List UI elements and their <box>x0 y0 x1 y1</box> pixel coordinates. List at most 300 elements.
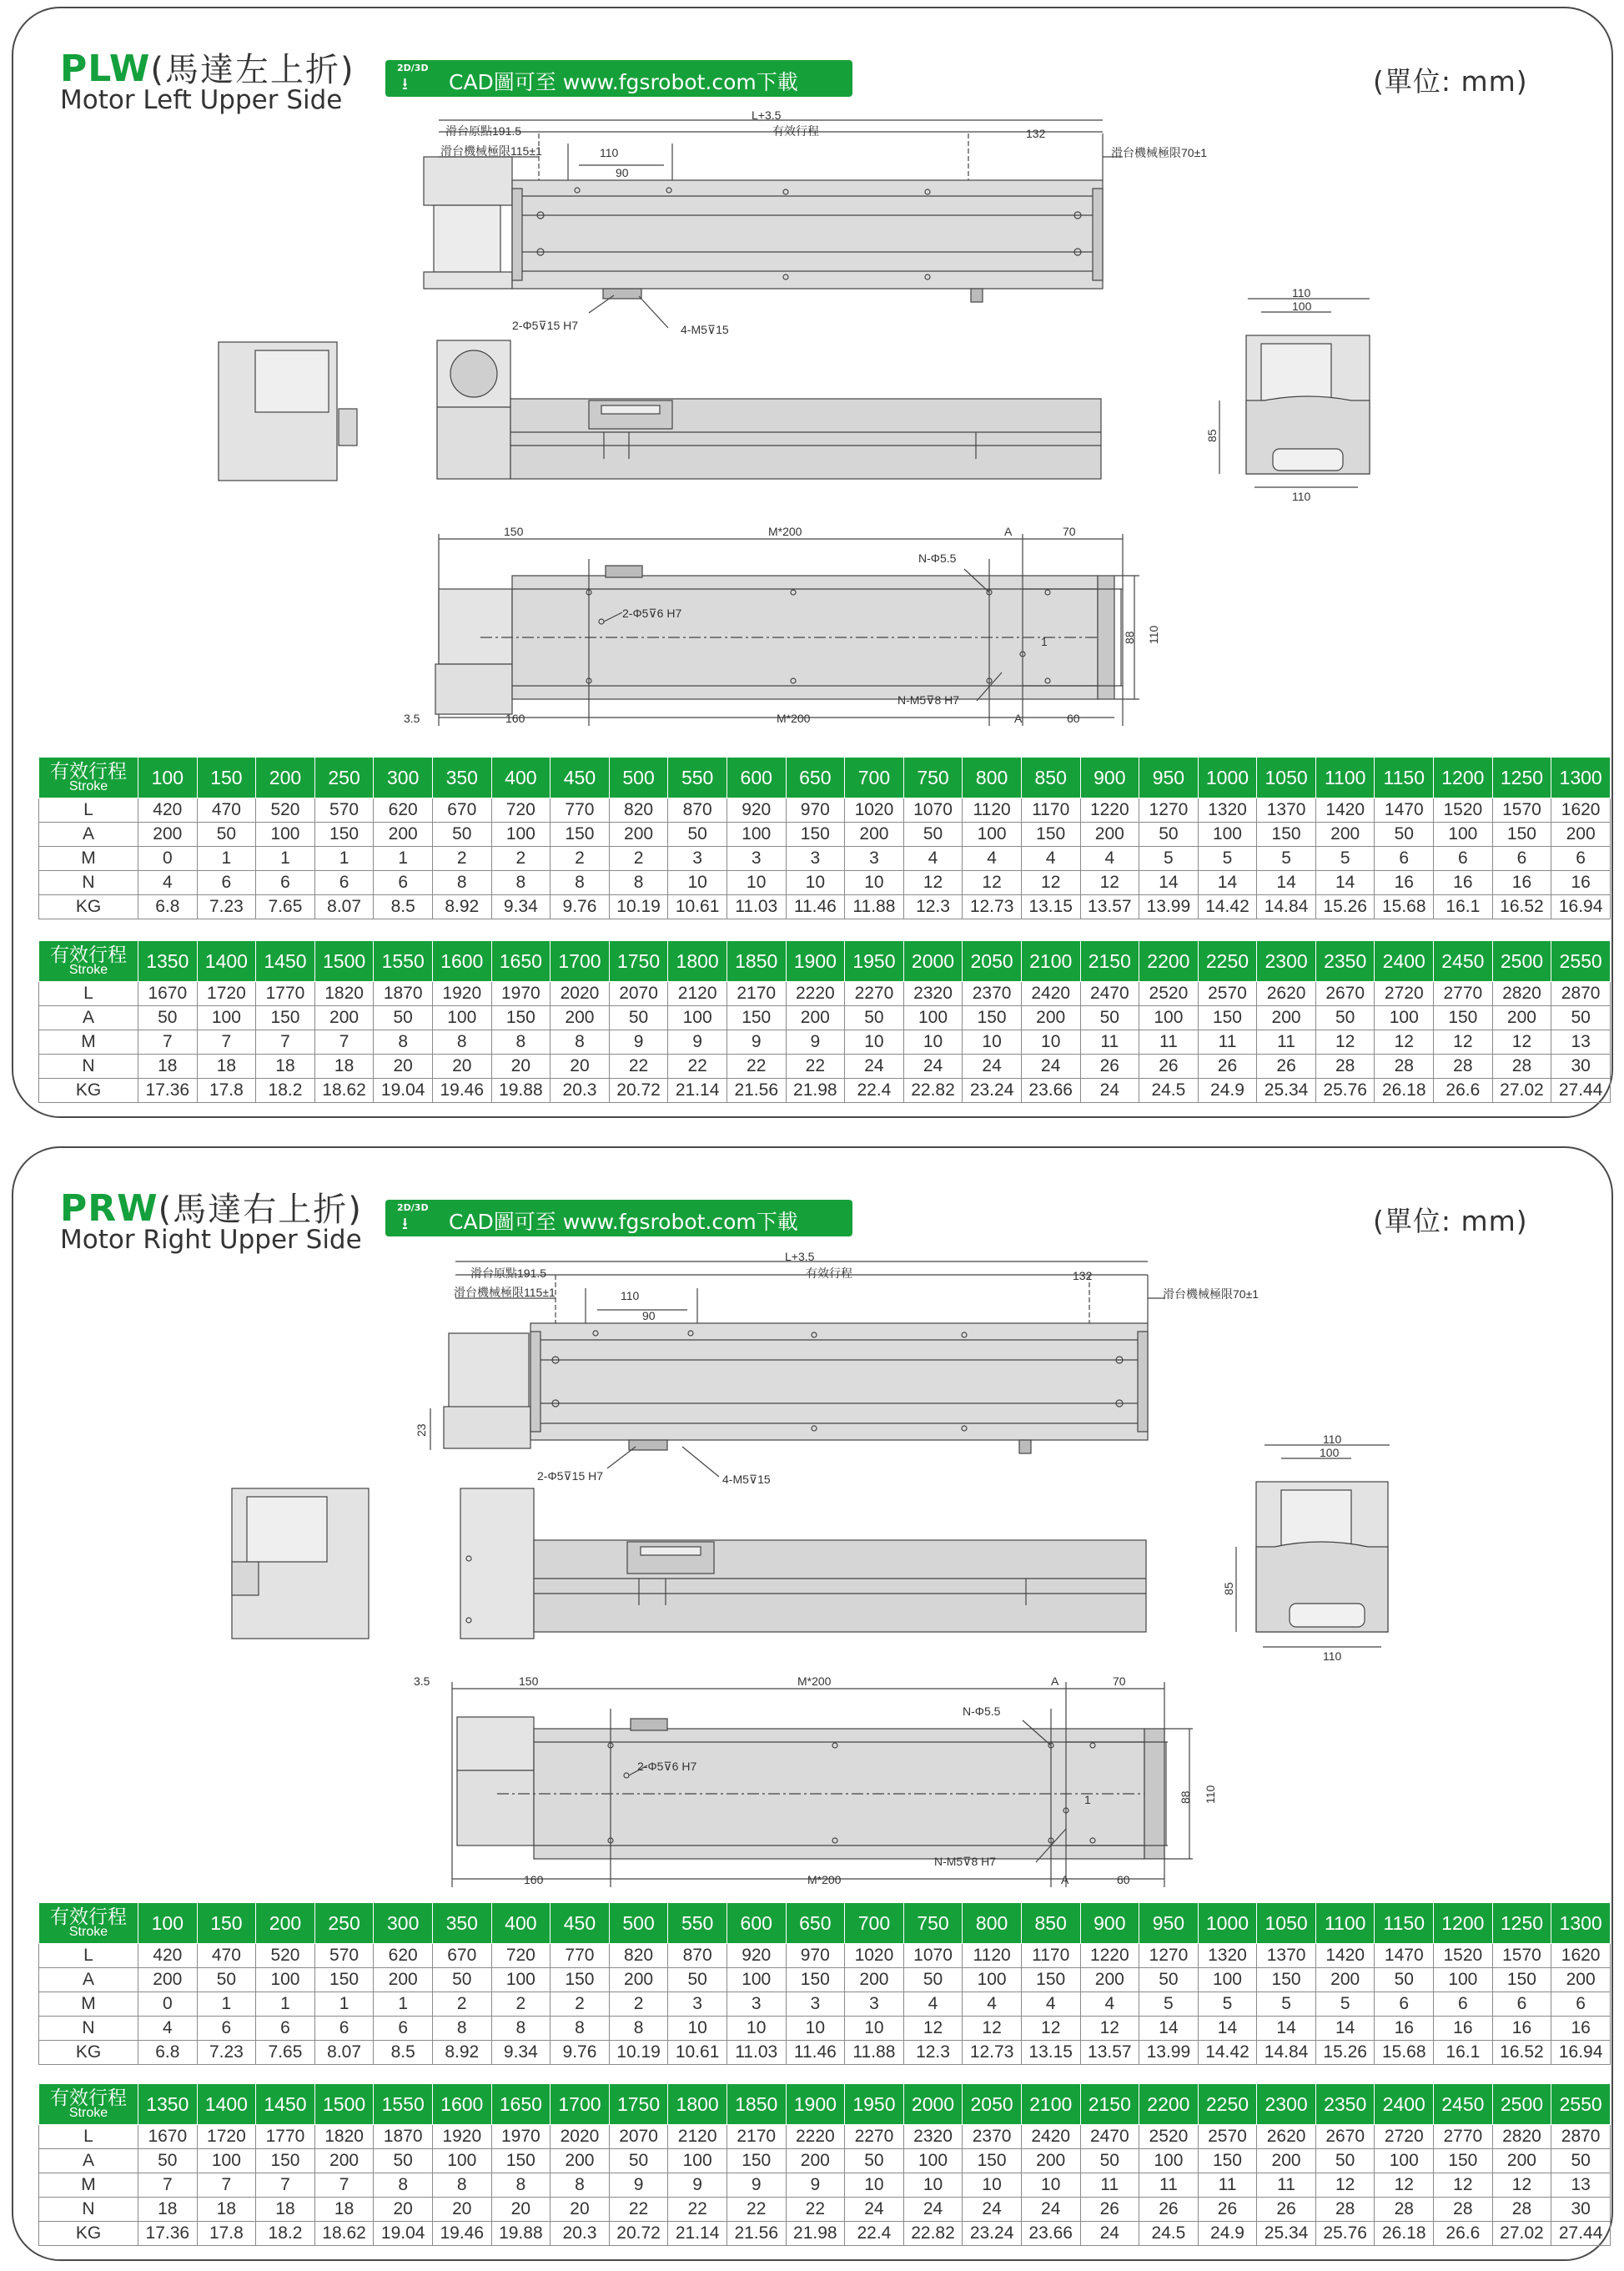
table-cell: 4 <box>1080 847 1139 871</box>
table-cell: 100 <box>256 823 315 847</box>
model-code: PRW <box>60 1187 158 1230</box>
cad-badge: 2D/3D <box>397 63 429 73</box>
dim-bm200: M*200 <box>797 1674 832 1688</box>
table-cell: 8 <box>432 2173 491 2198</box>
table-cell: 16.52 <box>1492 895 1551 919</box>
table-cell: 1600 <box>432 2084 491 2125</box>
table-cell: L <box>39 2125 138 2149</box>
table-cell: 4 <box>903 1992 963 2017</box>
plw-section <box>12 7 1613 1118</box>
table-cell: 200 <box>609 823 668 847</box>
table-cell: 1450 <box>256 2084 315 2125</box>
prw-drawings <box>13 1148 1611 1899</box>
table-cell: 28 <box>1492 2198 1551 2222</box>
table-cell: 12 <box>1492 2173 1551 2198</box>
table-cell: 1700 <box>551 941 610 982</box>
table-cell: 2070 <box>609 2125 668 2149</box>
table-cell: 21.14 <box>668 2222 727 2246</box>
table-cell: 15.68 <box>1375 2041 1434 2065</box>
bottom-view <box>452 1682 1193 1887</box>
table-cell: 150 <box>1021 823 1080 847</box>
table-row <box>39 1079 1611 1103</box>
table-cell: 1850 <box>727 2084 786 2125</box>
table-cell: 5 <box>1315 847 1375 871</box>
table-cell: 18.2 <box>256 2222 315 2246</box>
table-cell: 1200 <box>1434 758 1493 798</box>
table-cell: 14 <box>1315 2017 1375 2041</box>
table-cell: 11.03 <box>727 2041 786 2065</box>
table-cell: 22.4 <box>845 1079 904 1103</box>
table-cell: 16.52 <box>1492 2041 1551 2065</box>
table-cell: 12 <box>1080 2017 1139 2041</box>
table-cell: 3 <box>727 847 786 871</box>
table-cell: 16.94 <box>1551 895 1611 919</box>
table-cell: 19.46 <box>432 2222 491 2246</box>
table-cell: 2470 <box>1080 2125 1139 2149</box>
table-cell: 8 <box>551 871 610 895</box>
table-cell: 1050 <box>1257 758 1316 798</box>
table-cell: 10 <box>727 2017 786 2041</box>
table-cell: 400 <box>491 1903 551 1944</box>
table-cell: 1270 <box>1139 1944 1199 1968</box>
table-cell: 770 <box>551 1944 610 1968</box>
table-cell: 1470 <box>1375 1944 1434 1968</box>
table-cell: 8 <box>551 2017 610 2041</box>
dim-bm200: M*200 <box>768 525 802 538</box>
table-cell: 20 <box>551 2198 610 2222</box>
table-cell: 10 <box>786 871 845 895</box>
table-cell: L <box>39 1944 138 1968</box>
table-cell: 920 <box>727 1944 786 1968</box>
table-cell: 18.62 <box>314 1079 374 1103</box>
table-cell: 1950 <box>845 941 904 982</box>
table-cell: 2720 <box>1375 982 1434 1006</box>
table-cell: 1820 <box>314 2125 374 2149</box>
stroke-header-text: 有效行程 <box>50 760 127 782</box>
table-cell: 21.56 <box>727 2222 786 2246</box>
table-cell: 200 <box>1492 2149 1551 2173</box>
table-cell: 1 <box>256 847 315 871</box>
table-cell: 1750 <box>609 941 668 982</box>
table-cell: 1200 <box>1434 1903 1493 1944</box>
download-icon: ⭳ <box>402 73 408 93</box>
table-cell: 14.42 <box>1198 2041 1257 2065</box>
table-cell: 150 <box>551 1968 610 1992</box>
table-cell: 24 <box>963 1055 1022 1079</box>
table-cell: 14 <box>1139 2017 1199 2041</box>
dim-b35: 3.5 <box>404 712 420 725</box>
table-cell: 10 <box>845 2017 904 2041</box>
table-cell: 28 <box>1492 1055 1551 1079</box>
table-cell: 1320 <box>1198 1944 1257 1968</box>
table-cell: 8 <box>491 1030 551 1055</box>
table-cell: 7 <box>138 1030 198 1055</box>
table-cell: 12 <box>1021 871 1080 895</box>
table-cell: 6 <box>197 2017 256 2041</box>
table-cell: 11 <box>1198 1030 1257 1055</box>
table-cell: 1 <box>314 847 374 871</box>
table-cell: 12 <box>1021 2017 1080 2041</box>
table-cell: 1670 <box>138 982 198 1006</box>
table-cell: 2250 <box>1198 2084 1257 2125</box>
dim-bn55: N-Φ5.5 <box>963 1705 1001 1718</box>
table-cell: 1070 <box>903 1944 963 1968</box>
dim-limit-left: 滑台機械極限115±1 <box>454 1286 556 1299</box>
table-cell: 6.8 <box>138 895 198 919</box>
table-cell: 2 <box>551 847 610 871</box>
table-cell: 12.3 <box>903 895 963 919</box>
table-cell: 200 <box>1551 823 1611 847</box>
table-cell: 150 <box>314 1968 374 1992</box>
table-cell: 2020 <box>551 2125 610 2149</box>
table-cell: 8 <box>609 871 668 895</box>
table-cell: 200 <box>1551 1968 1611 1992</box>
table-cell: 1550 <box>374 2084 433 2125</box>
table-cell: 650 <box>786 758 845 798</box>
dim-132: 132 <box>1026 127 1046 140</box>
table-cell: 100 <box>491 1968 551 1992</box>
table-cell: 27.44 <box>1551 2222 1611 2246</box>
table-cell: 24 <box>845 1055 904 1079</box>
table-cell: 2370 <box>963 2125 1022 2149</box>
dim-e110b: 110 <box>1292 490 1311 503</box>
table-cell: 10.19 <box>609 2041 668 2065</box>
table-cell: 12.3 <box>903 2041 963 2065</box>
table-cell: 30 <box>1551 2198 1611 2222</box>
table-cell: 20 <box>551 1055 610 1079</box>
table-cell: 4 <box>1080 1992 1139 2017</box>
table-cell: 5 <box>1198 1992 1257 2017</box>
table-cell: 5 <box>1257 847 1316 871</box>
table-cell: 2550 <box>1551 2084 1611 2125</box>
table-cell: 4 <box>1021 1992 1080 2017</box>
table-cell: 2400 <box>1375 2084 1434 2125</box>
table-cell: M <box>39 1030 138 1055</box>
cad-download-link[interactable]: CAD圖可至 www.fgsrobot.com下載 <box>449 1210 798 1234</box>
table-cell: 28 <box>1434 1055 1493 1079</box>
table-cell: 24.5 <box>1139 1079 1199 1103</box>
table-cell: 13 <box>1551 1030 1611 1055</box>
table-cell: 2320 <box>903 2125 963 2149</box>
table-cell: 30 <box>1551 1055 1611 1079</box>
table-cell: 11.88 <box>845 895 904 919</box>
table-cell: 2420 <box>1021 982 1080 1006</box>
table-cell: 2220 <box>786 982 845 1006</box>
spec-table-2 <box>38 940 1611 1103</box>
table-cell: 50 <box>1375 1968 1434 1992</box>
table-cell: 26.18 <box>1375 1079 1434 1103</box>
table-cell: 1800 <box>668 941 727 982</box>
table-cell: 870 <box>668 798 727 823</box>
table-cell: 1400 <box>197 941 256 982</box>
table-cell: 150 <box>1198 1006 1257 1030</box>
table-cell: 13.99 <box>1139 895 1199 919</box>
table-cell: 1850 <box>727 941 786 982</box>
table-cell: 11 <box>1139 2173 1199 2198</box>
table-cell: 1020 <box>845 798 904 823</box>
table-cell: 22 <box>609 1055 668 1079</box>
dim-bab: A <box>1014 712 1023 725</box>
table-cell: 800 <box>963 758 1022 798</box>
table-cell: 1320 <box>1198 798 1257 823</box>
dim-limit-right: 滑台機械極限70±1 <box>1163 1287 1259 1301</box>
table-cell: 50 <box>432 823 491 847</box>
table-cell: 720 <box>491 1944 551 1968</box>
table-cell: 420 <box>138 798 198 823</box>
table-cell: 1470 <box>1375 798 1434 823</box>
unit-label: (單位: mm) <box>1373 1205 1528 1237</box>
dim-stroke: 有效行程 <box>806 1266 852 1280</box>
table-cell: 3 <box>668 1992 727 2017</box>
table-cell: 1450 <box>256 941 315 982</box>
table-cell: 17.8 <box>197 2222 256 2246</box>
table-cell: 8 <box>491 871 551 895</box>
dim-e100: 100 <box>1292 300 1312 313</box>
table-cell: 2570 <box>1198 982 1257 1006</box>
table-cell: 1420 <box>1315 798 1375 823</box>
table-cell: 2450 <box>1434 2084 1493 2125</box>
table-cell: 100 <box>1375 1006 1434 1030</box>
table-cell: 1770 <box>256 982 315 1006</box>
dim-e85: 85 <box>1205 429 1219 442</box>
table-cell: 50 <box>138 1006 198 1030</box>
table-cell: 150 <box>1257 1968 1316 1992</box>
table-cell: 6 <box>256 871 315 895</box>
table-cell: 12 <box>963 2017 1022 2041</box>
table-cell: 11.03 <box>727 895 786 919</box>
table-cell: 23.24 <box>963 1079 1022 1103</box>
table-cell: 2520 <box>1139 982 1199 1006</box>
table-cell: 14 <box>1257 2017 1316 2041</box>
table-cell: 14.84 <box>1257 2041 1316 2065</box>
table-cell: 8 <box>609 2017 668 2041</box>
table-cell: 200 <box>1315 1968 1375 1992</box>
table-cell: 420 <box>138 1944 198 1968</box>
table-cell: 570 <box>314 798 374 823</box>
dim-bnm5: N-M5⊽8 H7 <box>934 1855 997 1868</box>
table-cell: 1420 <box>1315 1944 1375 1968</box>
table-cell: 200 <box>786 1006 845 1030</box>
table-cell: 22 <box>668 1055 727 1079</box>
table-cell: 16.1 <box>1434 2041 1493 2065</box>
table-cell: 6 <box>1492 1992 1551 2017</box>
table-cell: 2820 <box>1492 982 1551 1006</box>
table-cell: 8 <box>432 1030 491 1055</box>
table-cell: 2470 <box>1080 982 1139 1006</box>
table-cell: 26 <box>1139 1055 1199 1079</box>
table-cell: 50 <box>1551 1006 1611 1030</box>
table-cell: 2320 <box>903 982 963 1006</box>
table-cell: KG <box>39 2222 138 2246</box>
table-cell: 9.76 <box>551 2041 610 2065</box>
table-cell: 4 <box>903 847 963 871</box>
table-cell: 950 <box>1139 758 1199 798</box>
cad-download-link[interactable]: CAD圖可至 www.fgsrobot.com下載 <box>449 70 798 94</box>
table-cell: 2150 <box>1080 2084 1139 2125</box>
table-cell: 2820 <box>1492 2125 1551 2149</box>
table-cell: 12 <box>1375 1030 1434 1055</box>
table-cell: 850 <box>1021 758 1080 798</box>
table-cell: 16 <box>1492 2017 1551 2041</box>
table-cell: 28 <box>1375 2198 1434 2222</box>
dim-l35: L+3.5 <box>785 1250 815 1263</box>
table-cell: 1170 <box>1021 1944 1080 1968</box>
table-cell: 9 <box>609 2173 668 2198</box>
table-cell: 12 <box>903 2017 963 2041</box>
table-cell: 1 <box>197 847 256 871</box>
table-cell: 18 <box>197 1055 256 1079</box>
table-cell: 9.34 <box>491 2041 551 2065</box>
table-cell: 750 <box>903 758 963 798</box>
table-cell: 800 <box>963 1903 1022 1944</box>
table-cell: 750 <box>903 1903 963 1944</box>
table-cell: 3 <box>786 847 845 871</box>
cad-badge: 2D/3D <box>397 1202 429 1213</box>
table-cell: 17.8 <box>197 1079 256 1103</box>
table-cell: 2120 <box>668 982 727 1006</box>
table-cell: 50 <box>1139 1968 1199 1992</box>
table-cell: 300 <box>374 1903 433 1944</box>
dim-90: 90 <box>616 166 629 179</box>
table-cell: 11.46 <box>786 895 845 919</box>
table-cell: 9 <box>668 1030 727 1055</box>
table-cell: 7 <box>314 2173 374 2198</box>
table-cell: 22.4 <box>845 2222 904 2246</box>
table-cell: 3 <box>727 1992 786 2017</box>
table-cell: 26 <box>1139 2198 1199 2222</box>
dim-b110: 110 <box>1147 625 1160 644</box>
table-cell: 50 <box>1139 823 1199 847</box>
table-cell: 150 <box>963 2149 1022 2173</box>
table-cell: 22 <box>727 1055 786 1079</box>
table-cell: 12 <box>1492 1030 1551 1055</box>
table-cell: 27.02 <box>1492 2222 1551 2246</box>
table-cell: 100 <box>432 2149 491 2173</box>
dim-90: 90 <box>642 1309 656 1322</box>
table-cell: 350 <box>432 758 491 798</box>
table-cell: 100 <box>1434 823 1493 847</box>
table-cell: 27.02 <box>1492 1079 1551 1103</box>
table-cell: 2670 <box>1315 2125 1375 2149</box>
table-cell: 18.2 <box>256 1079 315 1103</box>
table-cell: 8.5 <box>374 895 433 919</box>
table-cell: 1050 <box>1257 1903 1316 1944</box>
model-en-name: Motor Left Upper Side <box>60 85 343 115</box>
table-cell: 2 <box>551 1992 610 2017</box>
table-cell: 1670 <box>138 2125 198 2149</box>
table-cell: 200 <box>374 1968 433 1992</box>
table-cell: 50 <box>1080 2149 1139 2173</box>
table-cell: 11.88 <box>845 2041 904 2065</box>
table-cell: 18 <box>138 2198 198 2222</box>
table-cell: 13.57 <box>1080 2041 1139 2065</box>
table-cell: M <box>39 1992 138 2017</box>
table-cell: 1350 <box>138 941 198 982</box>
table-cell: 100 <box>668 2149 727 2173</box>
dim-hole-2: 2-Φ5⊽15 H7 <box>537 1469 604 1483</box>
table-cell: 550 <box>668 1903 727 1944</box>
table-cell: 2400 <box>1375 941 1434 982</box>
table-cell: 4 <box>138 2017 198 2041</box>
table-cell: 11 <box>1198 2173 1257 2198</box>
table-cell: 6 <box>1551 1992 1611 2017</box>
table-cell: 12 <box>1434 2173 1493 2198</box>
table-cell: 450 <box>551 1903 610 1944</box>
table-cell: 22.82 <box>903 1079 963 1103</box>
table-cell: 1100 <box>1315 1903 1375 1944</box>
table-cell: 900 <box>1080 1903 1139 1944</box>
table-cell: 12 <box>1434 1030 1493 1055</box>
table-cell: 4 <box>963 847 1022 871</box>
table-cell: A <box>39 2149 138 2173</box>
table-cell: 400 <box>491 758 551 798</box>
table-cell: 2550 <box>1551 941 1611 982</box>
table-cell: 1300 <box>1551 758 1611 798</box>
table-cell: 28 <box>1315 1055 1375 1079</box>
table-cell: 2720 <box>1375 2125 1434 2149</box>
table-row <box>39 2041 1611 2065</box>
table-row <box>39 823 1611 847</box>
table-cell: 21.14 <box>668 1079 727 1103</box>
stroke-header-text: 有效行程 <box>50 944 127 965</box>
table-cell: 10 <box>903 1030 963 1055</box>
table-cell: 9 <box>609 1030 668 1055</box>
table-cell: 300 <box>374 758 433 798</box>
table-cell: 1970 <box>491 2125 551 2149</box>
table-cell: 2200 <box>1139 2084 1199 2125</box>
table-row <box>39 1055 1611 1079</box>
table-cell: 2050 <box>963 941 1022 982</box>
table-cell: 18 <box>138 1055 198 1079</box>
table-cell: 2870 <box>1551 982 1611 1006</box>
table-cell: 2620 <box>1257 2125 1316 2149</box>
table-cell: 820 <box>609 798 668 823</box>
table-cell: 950 <box>1139 1903 1199 1944</box>
table-cell: 700 <box>845 758 904 798</box>
table-row <box>39 2222 1611 2246</box>
stroke-header-text: Stroke <box>68 2106 108 2120</box>
table-cell: 50 <box>1551 2149 1611 2173</box>
table-cell: 28 <box>1375 1055 1434 1079</box>
table-cell: 1520 <box>1434 798 1493 823</box>
table-cell: 150 <box>786 1968 845 1992</box>
table-cell: 8 <box>374 1030 433 1055</box>
table-cell: 50 <box>1315 1006 1375 1030</box>
table-cell: 6 <box>314 2017 374 2041</box>
table-cell: 8.92 <box>432 2041 491 2065</box>
table-cell: 1820 <box>314 982 374 1006</box>
table-cell: 10.61 <box>668 895 727 919</box>
table-cell: 9 <box>727 2173 786 2198</box>
table-cell: 2450 <box>1434 941 1493 982</box>
dim-b2h: 2-Φ5⊽6 H7 <box>622 607 682 620</box>
bottom-view <box>435 534 1139 726</box>
table-row <box>39 871 1611 895</box>
table-cell: 150 <box>491 2149 551 2173</box>
table-cell: 2270 <box>845 2125 904 2149</box>
table-cell: 1700 <box>551 2084 610 2125</box>
table-cell: 20.72 <box>609 1079 668 1103</box>
table-cell: 1920 <box>432 982 491 1006</box>
table-cell: 50 <box>609 1006 668 1030</box>
table-cell: 2520 <box>1139 2125 1199 2149</box>
table-cell: 50 <box>1375 823 1434 847</box>
table-cell: 670 <box>432 1944 491 1968</box>
side-view <box>232 1488 1146 1639</box>
table-cell: 16 <box>1492 871 1551 895</box>
dim-110: 110 <box>600 146 619 159</box>
table-cell: 1870 <box>374 2125 433 2149</box>
